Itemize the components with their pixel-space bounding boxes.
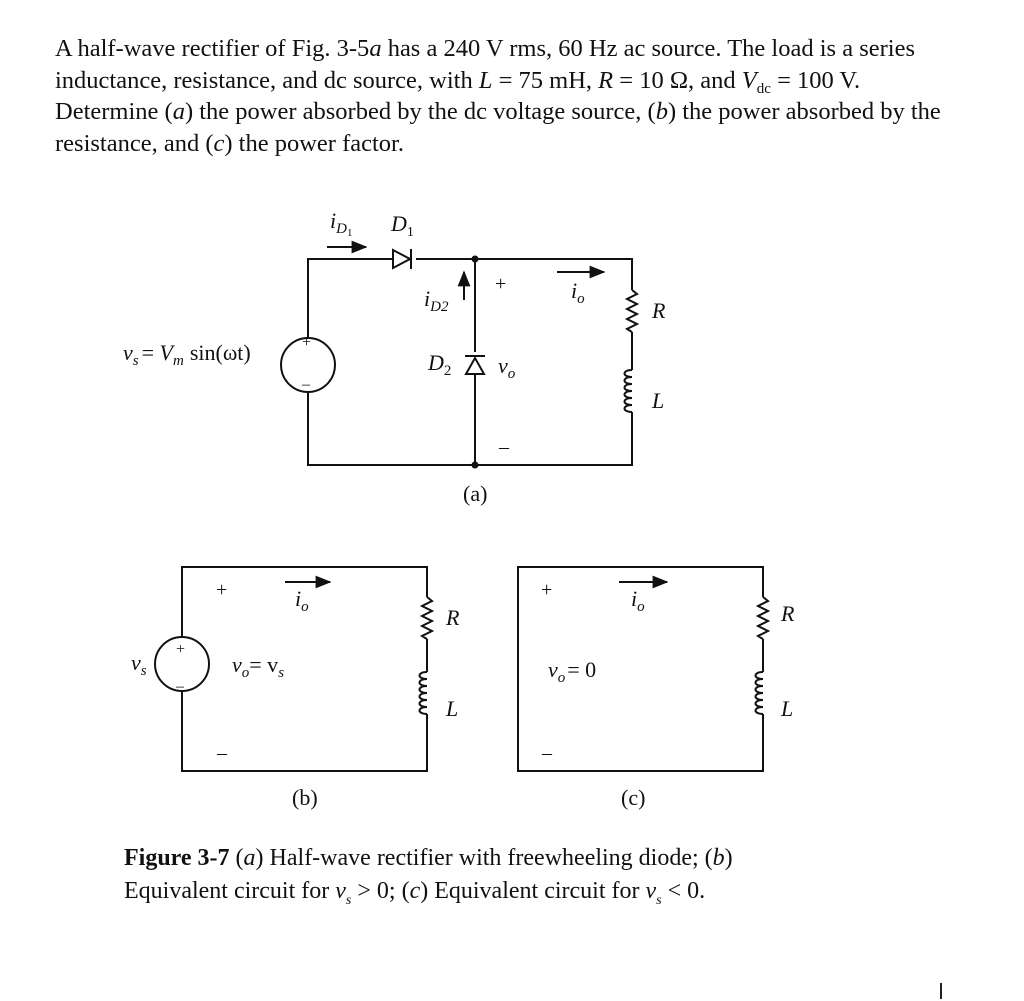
problem-part-b: b [655,98,668,125]
fig-a-D1-label: $D_1$ [391,211,414,240]
fig-c-inductor [756,672,764,714]
caption-vs-1-sub: s [345,893,352,908]
caption-text-3: ) Equivalent circuit for [124,845,733,904]
problem-text-8: ) the power factor. [224,129,404,157]
fig-c-vo-label: $v_o= 0$ [548,657,597,686]
problem-text-7: ) the power absorbed by the resistance, and ( [55,98,941,157]
fig-b-vo-label: $v_o= v_s$ [232,652,285,681]
caption-text-5: ) Equivalent circuit for [420,878,646,904]
fig-c-caption-label: (c) [621,785,646,810]
caption-a: a [243,845,256,871]
figure-a [281,247,637,465]
fig-c-io-label: $i_o$ [631,586,645,615]
text-cursor [940,983,942,999]
figure-b [155,567,432,771]
fig-b-source-plus: + [176,641,186,658]
fig-a-bottom-wire [308,392,632,465]
fig-b-source-minus: – [176,678,184,695]
problem-part-a: a [172,98,185,125]
fig-c-L-label: L [781,696,794,721]
caption-vs-2: v [645,878,657,904]
fig-a-node-top [472,256,479,263]
problem-text-6: ) the power absorbed by the dc voltage source, ( [184,98,656,125]
fig-a-source-plus: + [302,334,312,351]
caption-vs-2-sub: s [656,893,662,908]
problem-text-2: has a 240 V rms, 60 Hz ac source. The load is a series inductance, resistance, and dc source, with [55,35,915,94]
caption-c: c [409,878,421,904]
caption-text-6: < 0. [661,878,706,904]
fig-b-R-label: R [446,605,460,630]
fig-a-iD1-label: $i_D1$ [330,208,353,239]
fig-b-L-label: L [446,696,459,721]
problem-text-3: = 75 mH, [492,66,599,94]
fig-b-minus: – [217,742,227,764]
caption-figure-number: Figure 3-7 [124,845,230,871]
fig-a-source-minus: – [302,376,310,393]
problem-text-1: A half-wave rectifier of Fig. 3-5 [55,35,370,62]
fig-a-resistor [627,290,637,332]
fig-a-node-bottom [472,462,479,469]
caption-text-2: ) Half-wave rectifier with freewheeling diode; ( [255,845,713,871]
problem-text-4: = 10 Ω, and [613,66,742,94]
fig-a-top-wire [416,259,632,290]
fig-b-plus: + [216,579,228,601]
problem-R-symbol: R [598,66,614,94]
problem-text-5: = 100 V. Determine ( [55,66,861,125]
problem-L-symbol: L [478,66,493,94]
fig-a-iD2-label: $i_{D2}$ [424,286,449,315]
fig-a-source-label: $v_s = V_m$ sin(ωt) [123,340,251,369]
fig-b-caption-label: (b) [292,785,318,810]
fig-a-vo-minus: – [499,436,509,458]
diode-d1 [393,249,411,269]
fig-a-left-wire [308,259,393,338]
caption-b: b [712,845,725,871]
fig-a-L-label: L [652,388,665,413]
fig-b-inductor [420,672,428,714]
fig-b-vs-label: $v_s$ [131,650,147,679]
caption-text-1: ( [229,845,244,871]
fig-a-R-label: R [652,298,666,323]
problem-V-subscript: dc [756,80,771,97]
fig-a-vo-label: $v_o$ [498,353,516,382]
fig-a-caption-label: (a) [463,481,488,506]
fig-c-resistor [758,597,768,639]
problem-V-symbol: V [741,66,757,94]
fig-c-R-label: R [781,601,795,626]
figure-b-labels [131,579,460,810]
fig-a-io-label: $i_o$ [571,278,585,307]
fig-a-D2-label: $D_2$ [428,350,452,379]
caption-vs-1: v [335,878,346,904]
fig-b-resistor [422,597,432,639]
fig-c-minus: – [542,742,552,764]
caption-text-4: > 0; ( [351,878,410,904]
fig-a-vo-plus: + [495,273,507,295]
diode-d2 [465,356,485,374]
problem-part-c: c [213,129,225,157]
figure-caption [124,842,824,908]
fig-a-inductor [625,370,633,412]
problem-fig-ref: a [369,35,382,62]
fig-b-io-label: $i_o$ [295,586,309,615]
fig-c-plus: + [541,579,553,601]
